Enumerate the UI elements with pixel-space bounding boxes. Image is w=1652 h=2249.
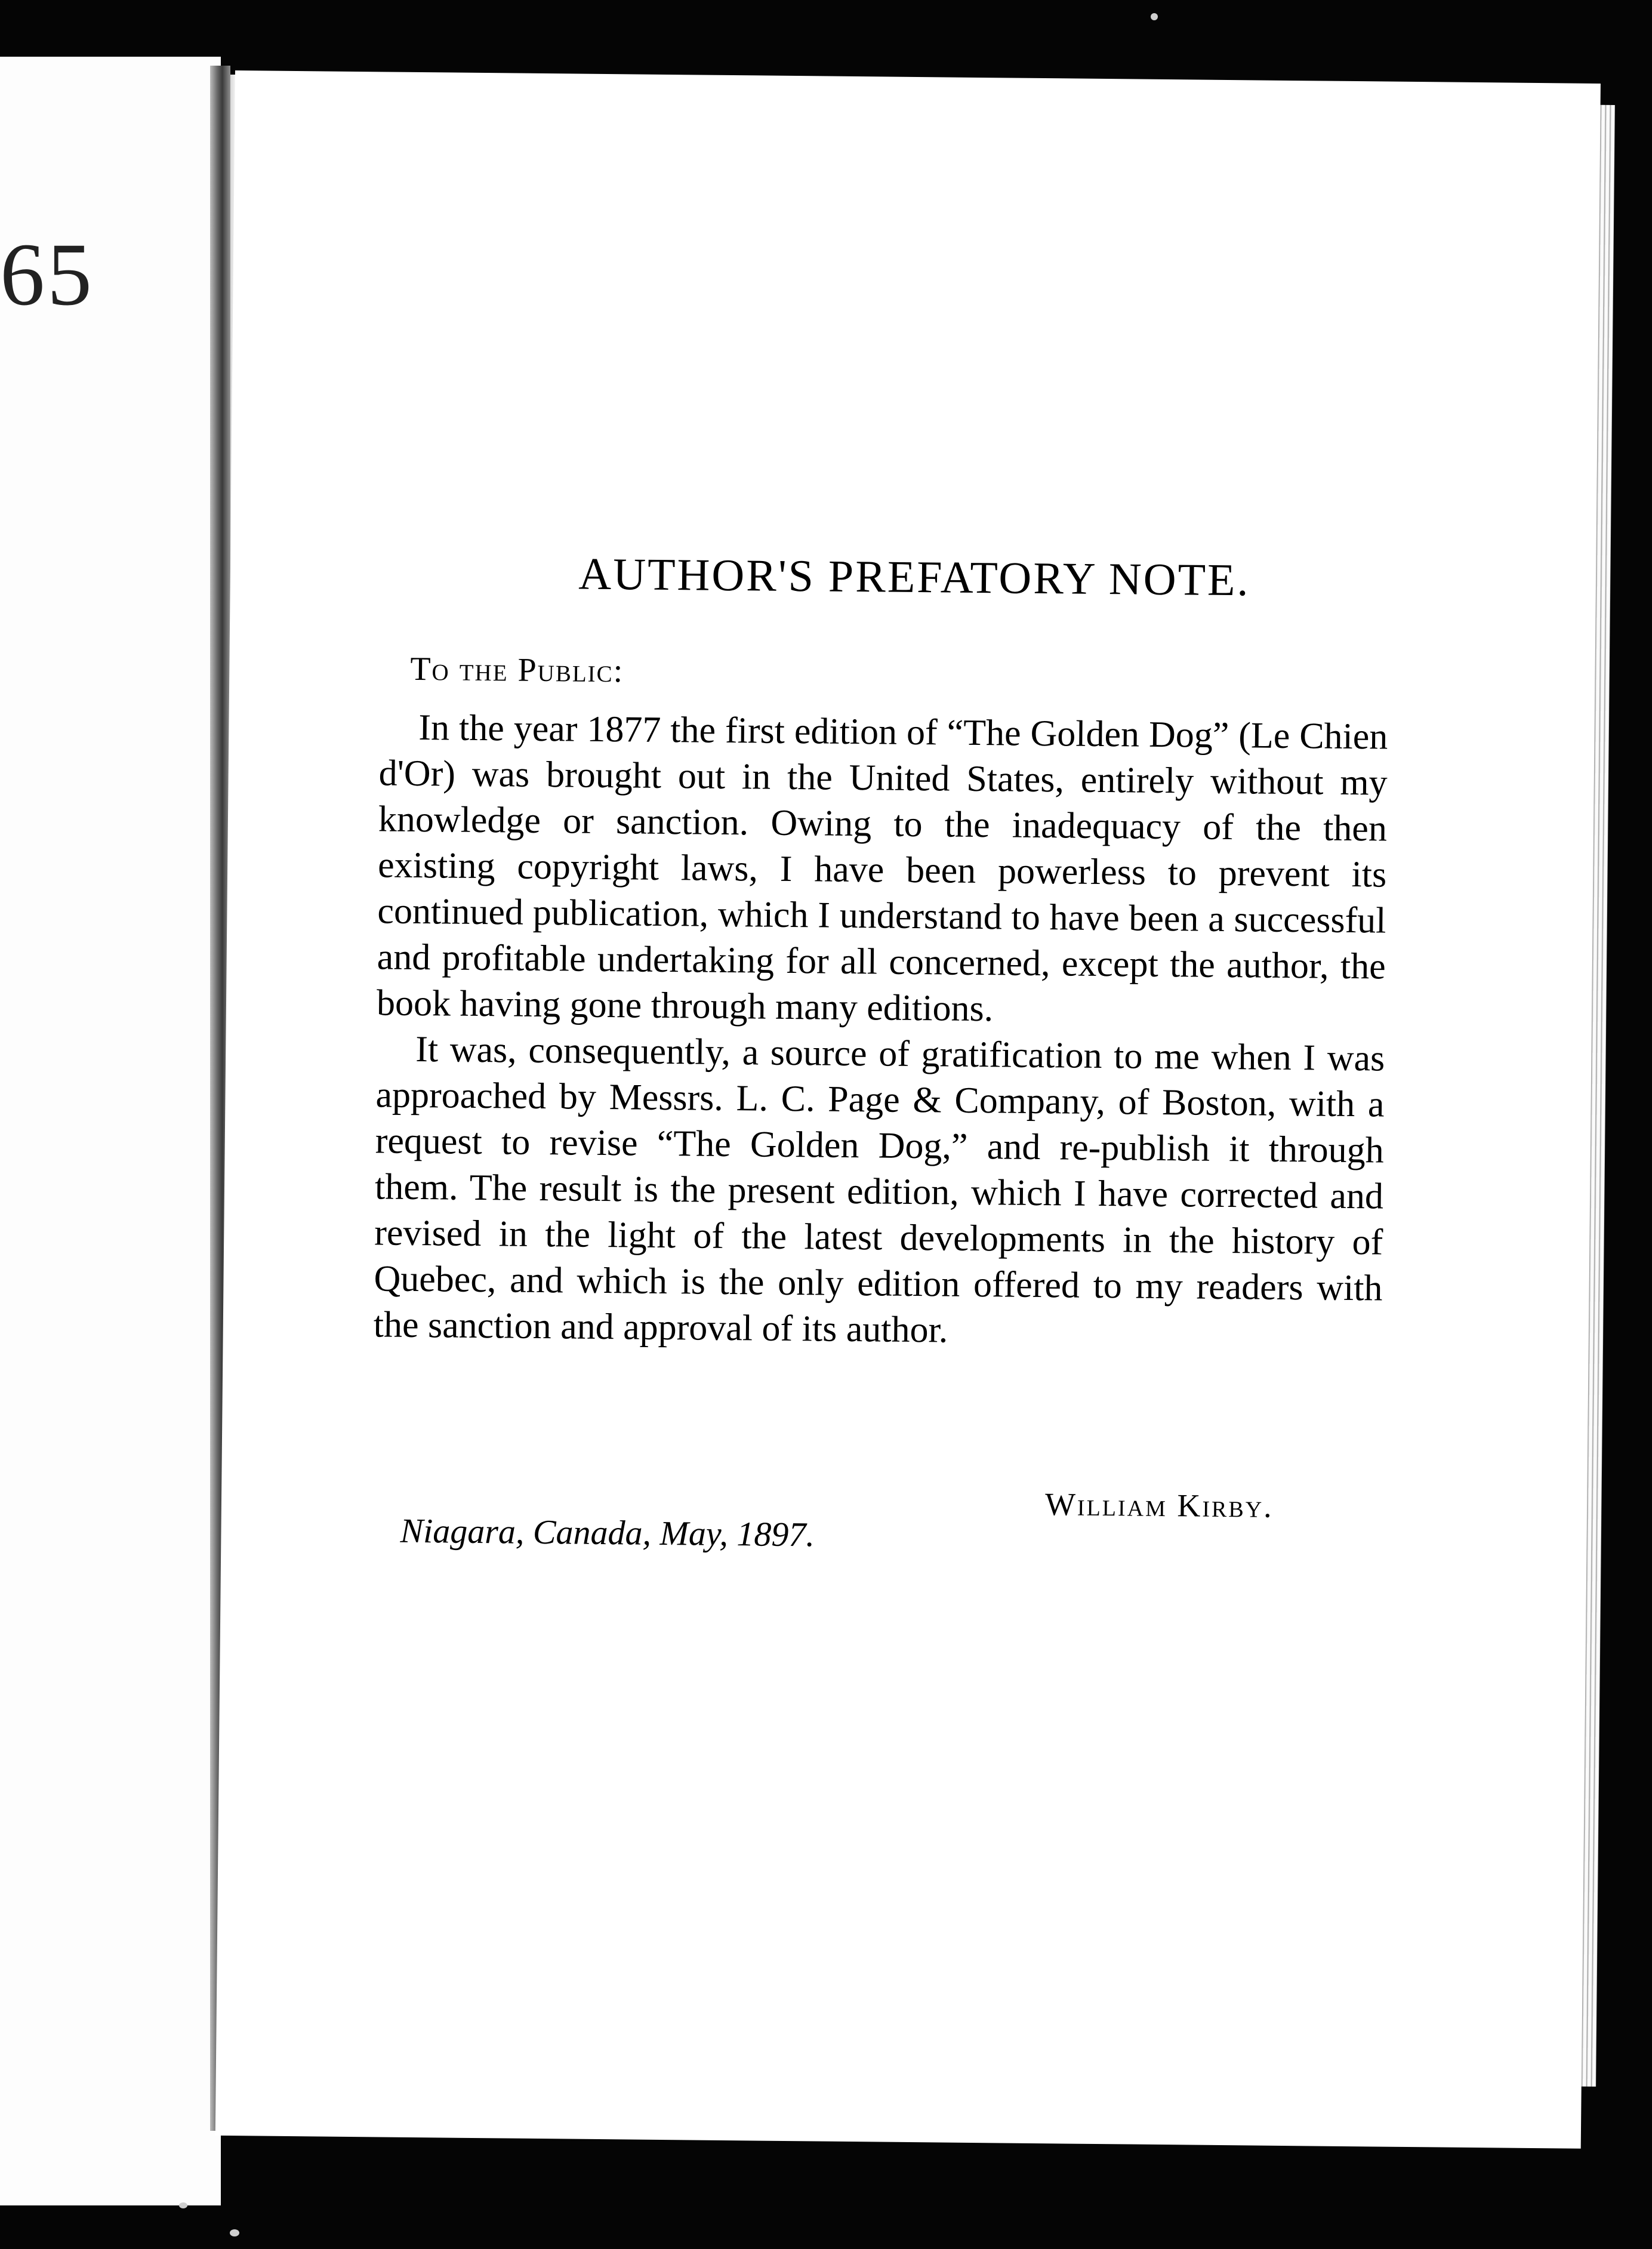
author-signature: William Kirby. — [1044, 1486, 1274, 1524]
note-body — [373, 704, 1388, 1357]
dateline: Niagara, Canada, May, 1897. — [400, 1511, 815, 1554]
scan-speck — [230, 2229, 239, 2236]
facing-page — [0, 57, 221, 2205]
scan-speck — [1151, 13, 1158, 20]
prefatory-note-page — [215, 70, 1601, 2149]
scan-speck — [179, 2202, 187, 2208]
salutation: To the Public: — [410, 650, 624, 690]
facing-page-number: 65 — [0, 225, 94, 324]
page-title: AUTHOR'S PREFATORY NOTE. — [578, 549, 1250, 606]
paragraph-1: In the year 1877 the first edition of “The Golden Dog” (Le Chien d'Or) was brought out in the United States, entirely without my knowledge or sanction. Owing to the inadequacy of the then existing copyright laws, I have been powerless to prevent its continued publication, which I understand to have been a successful and profitable undertaking for all concerned, except the author, the book having gone through many editions. — [376, 707, 1388, 1030]
paragraph-2: It was, consequently, a source of gratification to me when I was approached by Messrs. L. C. Page & Company, of Boston, with a request to revise “The Golden Dog,” and re-publish it through them. The result is the present edition, which I have corrected and revised in the light of the latest developments in the history of Quebec, and which is the only edition offered to my readers with the sanction and approval of its author. — [373, 1028, 1385, 1351]
